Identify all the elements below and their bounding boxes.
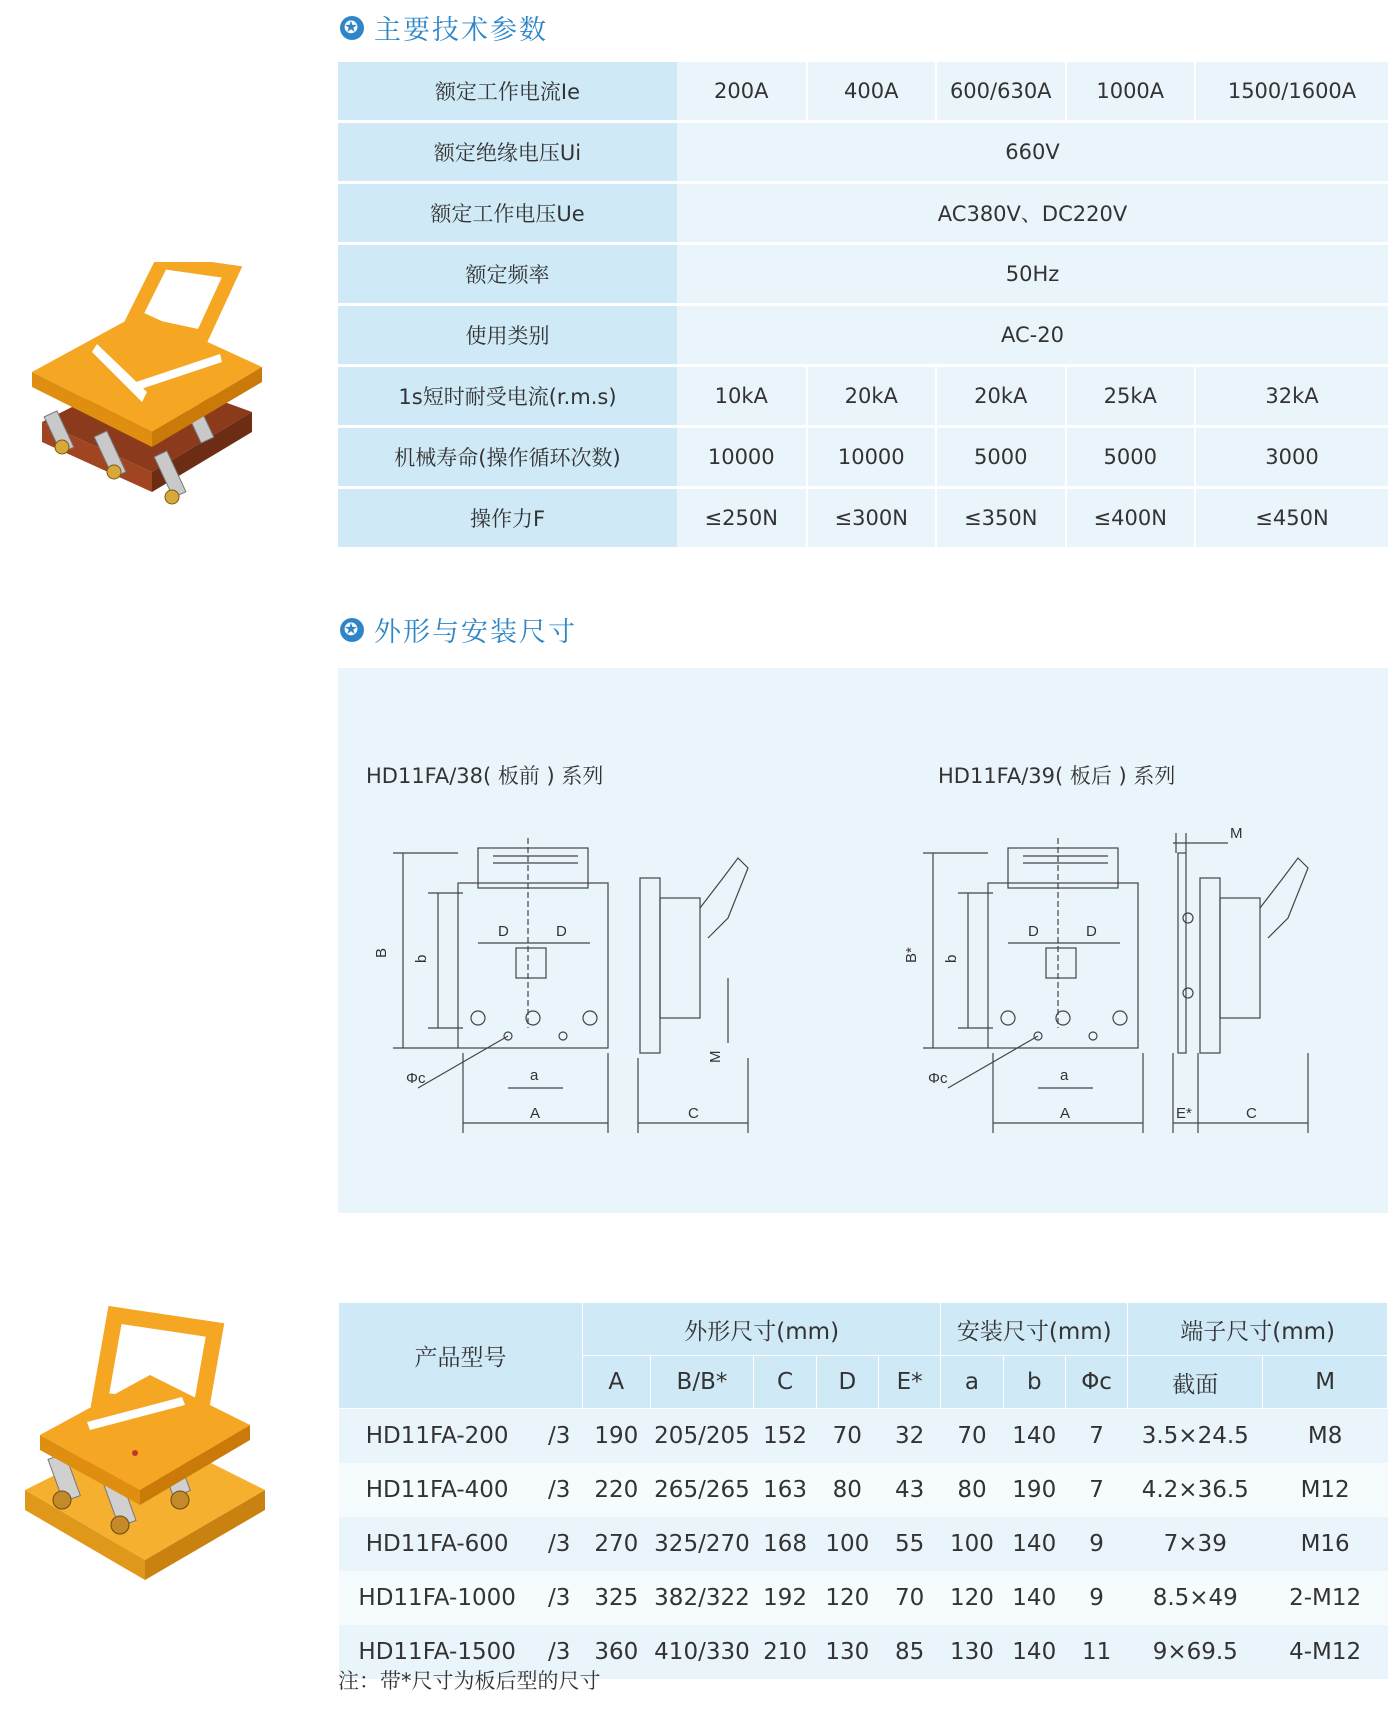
data-cell: 360 (583, 1625, 651, 1679)
table-row (339, 1409, 1388, 1464)
dim-label-D2: D (1086, 923, 1097, 940)
star-icon: ✪ (340, 618, 364, 642)
data-cell: 32 (878, 1409, 940, 1464)
param-value: 3000 (1195, 427, 1388, 488)
param-value: 600/630A (936, 62, 1066, 122)
subheader-B: B/B* (650, 1356, 754, 1409)
data-cell: 7×39 (1128, 1517, 1263, 1571)
data-cell: 100 (941, 1517, 1003, 1571)
model-cell: HD11FA-600 (339, 1517, 536, 1571)
dim-label-D1: D (1028, 923, 1039, 940)
dim-label-D2: D (556, 923, 567, 940)
param-label: 1s短时耐受电流(r.m.s) (338, 366, 677, 427)
suffix-cell: /3 (536, 1625, 583, 1679)
param-value: 25kA (1066, 366, 1196, 427)
param-value: 32kA (1195, 366, 1388, 427)
data-cell: 130 (816, 1625, 878, 1679)
param-value: 200A (677, 62, 807, 122)
suffix-cell: /3 (536, 1463, 583, 1517)
model-cell: HD11FA-1500 (339, 1625, 536, 1679)
data-cell: M8 (1263, 1409, 1388, 1464)
param-value: 5000 (936, 427, 1066, 488)
table-row (338, 183, 1388, 244)
data-cell: 325 (583, 1571, 651, 1625)
product-image-switch-2 (20, 1305, 270, 1595)
table-row (339, 1571, 1388, 1625)
data-cell: 168 (754, 1517, 816, 1571)
subheader-E: E* (878, 1356, 940, 1409)
data-cell: 4.2×36.5 (1128, 1463, 1263, 1517)
data-cell: 152 (754, 1409, 816, 1464)
dimensions-table (338, 1302, 1388, 1679)
data-cell: 190 (583, 1409, 651, 1464)
section-title-text: 主要技术参数 (374, 15, 548, 46)
data-cell: 8.5×49 (1128, 1571, 1263, 1625)
drawing-front-mount (368, 838, 808, 1148)
header-group-install: 安装尺寸(mm) (941, 1303, 1128, 1356)
table-row (338, 305, 1388, 366)
param-value: 10kA (677, 366, 807, 427)
dim-label-a: a (1060, 1067, 1069, 1084)
data-cell: 3.5×24.5 (1128, 1409, 1263, 1464)
data-cell: 2-M12 (1263, 1571, 1388, 1625)
header-group-terminal: 端子尺寸(mm) (1128, 1303, 1388, 1356)
param-value: ≤400N (1066, 488, 1196, 549)
suffix-cell: /3 (536, 1409, 583, 1464)
data-cell: 9×69.5 (1128, 1625, 1263, 1679)
data-cell: 140 (1003, 1409, 1065, 1464)
param-value: 1000A (1066, 62, 1196, 122)
dim-label-phic: Φc (928, 1070, 948, 1087)
dim-label-b: b (413, 954, 430, 963)
param-value: 660V (677, 122, 1388, 183)
data-cell: 140 (1003, 1517, 1065, 1571)
table-row (338, 122, 1388, 183)
data-cell: M12 (1263, 1463, 1388, 1517)
data-cell: 7 (1065, 1463, 1127, 1517)
data-cell: M16 (1263, 1517, 1388, 1571)
data-cell: 270 (583, 1517, 651, 1571)
subheader-C: C (754, 1356, 816, 1409)
param-label: 额定工作电压Ue (338, 183, 677, 244)
header-model: 产品型号 (339, 1303, 583, 1409)
data-cell: 140 (1003, 1571, 1065, 1625)
subheader-a: a (941, 1356, 1003, 1409)
table-row (338, 427, 1388, 488)
subheader-section: 截面 (1128, 1356, 1263, 1409)
param-label: 操作力F (338, 488, 677, 549)
series-caption-back: HD11FA/39( 板后 ) 系列 (938, 764, 1176, 788)
data-cell: 43 (878, 1463, 940, 1517)
table-row (339, 1517, 1388, 1571)
table-row (339, 1463, 1388, 1517)
data-cell: 210 (754, 1625, 816, 1679)
data-cell: 11 (1065, 1625, 1127, 1679)
data-cell: 265/265 (650, 1463, 754, 1517)
param-label: 额定绝缘电压Ui (338, 122, 677, 183)
table-row (338, 62, 1388, 122)
dim-label-A: A (530, 1105, 541, 1122)
param-value: 20kA (807, 366, 937, 427)
suffix-cell: /3 (536, 1517, 583, 1571)
dim-label-M: M (707, 1050, 724, 1063)
data-cell: 192 (754, 1571, 816, 1625)
dim-label-b: b (943, 954, 960, 963)
param-value: ≤450N (1195, 488, 1388, 549)
subheader-M: M (1263, 1356, 1388, 1409)
dim-label-a: a (530, 1067, 539, 1084)
model-cell: HD11FA-200 (339, 1409, 536, 1464)
data-cell: 55 (878, 1517, 940, 1571)
data-cell: 163 (754, 1463, 816, 1517)
dim-label-D1: D (498, 923, 509, 940)
model-cell: HD11FA-400 (339, 1463, 536, 1517)
data-cell: 120 (816, 1571, 878, 1625)
dimension-drawing-panel (338, 668, 1388, 1213)
param-value: ≤250N (677, 488, 807, 549)
data-cell: 205/205 (650, 1409, 754, 1464)
footnote: 注：带*尺寸为板后型的尺寸 (338, 1669, 601, 1693)
data-cell: 130 (941, 1625, 1003, 1679)
drawing-back-mount (898, 818, 1368, 1148)
param-value: ≤350N (936, 488, 1066, 549)
data-cell: 382/322 (650, 1571, 754, 1625)
series-caption-front: HD11FA/38( 板前 ) 系列 (366, 764, 604, 788)
model-cell: HD11FA-1000 (339, 1571, 536, 1625)
dim-label-B: B (373, 947, 390, 958)
data-cell: 7 (1065, 1409, 1127, 1464)
subheader-D: D (816, 1356, 878, 1409)
data-cell: 70 (878, 1571, 940, 1625)
param-value: AC380V、DC220V (677, 183, 1388, 244)
data-cell: 4-M12 (1263, 1625, 1388, 1679)
tech-params-table (338, 62, 1388, 550)
section-title-dimensions (340, 610, 577, 649)
param-label: 额定频率 (338, 244, 677, 305)
dim-label-A: A (1060, 1105, 1071, 1122)
data-cell: 9 (1065, 1571, 1127, 1625)
dim-label-M: M (1230, 825, 1243, 842)
param-value: 10000 (677, 427, 807, 488)
product-image-switch-1 (22, 262, 287, 532)
table-row (338, 488, 1388, 549)
dim-label-C: C (1246, 1105, 1257, 1122)
data-cell: 140 (1003, 1625, 1065, 1679)
data-cell: 190 (1003, 1463, 1065, 1517)
dim-label-C: C (688, 1105, 699, 1122)
data-cell: 80 (941, 1463, 1003, 1517)
section-title-text: 外形与安装尺寸 (374, 617, 577, 648)
param-value: 1500/1600A (1195, 62, 1388, 122)
param-value: 10000 (807, 427, 937, 488)
header-group-outer: 外形尺寸(mm) (583, 1303, 941, 1356)
suffix-cell: /3 (536, 1571, 583, 1625)
table-row (338, 244, 1388, 305)
data-cell: 9 (1065, 1517, 1127, 1571)
param-label: 机械寿命(操作循环次数) (338, 427, 677, 488)
subheader-phic: Φc (1065, 1356, 1127, 1409)
param-label: 额定工作电流Ie (338, 62, 677, 122)
dim-label-B-star: B* (903, 947, 920, 963)
data-cell: 325/270 (650, 1517, 754, 1571)
data-cell: 410/330 (650, 1625, 754, 1679)
data-cell: 100 (816, 1517, 878, 1571)
table-row (338, 366, 1388, 427)
param-value: 20kA (936, 366, 1066, 427)
data-cell: 80 (816, 1463, 878, 1517)
data-cell: 70 (816, 1409, 878, 1464)
data-cell: 220 (583, 1463, 651, 1517)
param-value: AC-20 (677, 305, 1388, 366)
subheader-A: A (583, 1356, 651, 1409)
param-label: 使用类别 (338, 305, 677, 366)
section-title-tech-params (340, 8, 548, 47)
data-cell: 85 (878, 1625, 940, 1679)
star-icon: ✪ (340, 16, 364, 40)
param-value: 400A (807, 62, 937, 122)
param-value: ≤300N (807, 488, 937, 549)
data-cell: 70 (941, 1409, 1003, 1464)
dim-label-E-star: E* (1176, 1105, 1192, 1122)
param-value: 50Hz (677, 244, 1388, 305)
dim-label-phic: Φc (406, 1070, 426, 1087)
data-cell: 120 (941, 1571, 1003, 1625)
param-value: 5000 (1066, 427, 1196, 488)
subheader-b: b (1003, 1356, 1065, 1409)
